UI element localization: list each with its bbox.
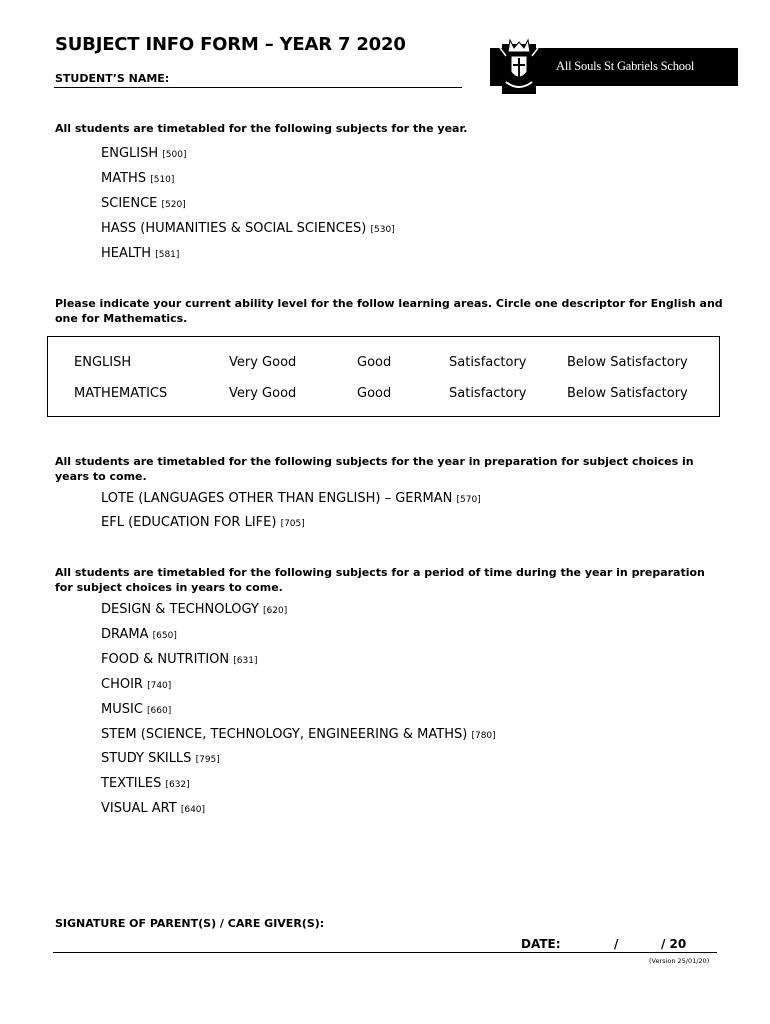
subject-name: STEM (SCIENCE, TECHNOLOGY, ENGINEERING & MATHS): [101, 727, 468, 742]
subject-code: [620]: [263, 606, 288, 616]
date-year: / 20: [661, 937, 687, 951]
subject-item: [101, 751, 220, 766]
subject-name: TEXTILES: [101, 776, 162, 791]
subject-item: [101, 515, 305, 530]
subject-code: [660]: [147, 706, 172, 716]
ability-row-subject: ENGLISH: [74, 355, 132, 370]
ability-option-satisfactory[interactable]: Satisfactory: [449, 386, 527, 401]
subject-code: [640]: [180, 805, 206, 815]
subject-name: EFL (EDUCATION FOR LIFE): [101, 515, 277, 530]
subject-code: [520]: [161, 200, 186, 210]
section2-intro: All students are timetabled for the following subjects for the year in preparation for subject choices in years to come.: [55, 455, 694, 483]
subject-name: MATHS: [101, 171, 147, 186]
date-separator: /: [614, 937, 619, 951]
signature-line[interactable]: [53, 952, 717, 953]
school-name: All Souls St Gabriels School: [556, 59, 695, 73]
section1-intro: All students are timetabled for the following subjects for the year.: [55, 122, 468, 135]
subject-item: [101, 727, 496, 742]
subject-code: [530]: [370, 225, 395, 235]
subject-code: [632]: [165, 780, 190, 790]
school-logo: [484, 38, 738, 98]
subject-name: STUDY SKILLS: [101, 751, 192, 766]
subject-item: [101, 146, 186, 161]
subject-code: [740]: [147, 681, 172, 691]
ability-row-subject: MATHEMATICS: [74, 386, 168, 401]
subject-name: DRAMA: [101, 627, 149, 642]
student-name-line[interactable]: [54, 87, 462, 88]
ability-option-good[interactable]: Good: [357, 355, 392, 370]
subject-item: [101, 677, 171, 692]
ability-option-very-good[interactable]: Very Good: [229, 386, 297, 401]
subject-code: [631]: [233, 656, 258, 666]
subject-name: LOTE (LANGUAGES OTHER THAN ENGLISH) – GERMAN: [101, 491, 453, 506]
ability-intro: Please indicate your current ability level for the follow learning areas. Circle one descriptor for English and one for Mathematics.: [55, 297, 723, 325]
subject-name: DESIGN & TECHNOLOGY: [101, 602, 259, 617]
school-crest-icon: [494, 38, 544, 98]
subject-item: [101, 702, 171, 717]
subject-name: CHOIR: [101, 677, 143, 692]
ability-option-satisfactory[interactable]: Satisfactory: [449, 355, 527, 370]
subject-item: [101, 171, 174, 186]
ability-table: [47, 336, 720, 417]
subject-item: [101, 627, 177, 642]
date-label: DATE:: [521, 937, 561, 951]
subject-item: [101, 652, 257, 667]
subject-code: [780]: [471, 731, 496, 741]
ability-option-below-satisfactory[interactable]: Below Satisfactory: [567, 355, 688, 370]
student-name-label: STUDENT’S NAME:: [55, 72, 170, 85]
version-note: (Version 25/01/20): [649, 957, 710, 965]
ability-option-good[interactable]: Good: [357, 386, 392, 401]
subject-name: SCIENCE: [101, 196, 158, 211]
subject-name: HASS (HUMANITIES & SOCIAL SCIENCES): [101, 221, 367, 236]
subject-item: [101, 196, 186, 211]
subject-item: [101, 221, 395, 236]
subject-name: MUSIC: [101, 702, 143, 717]
subject-code: [510]: [150, 175, 175, 185]
subject-name: VISUAL ART: [101, 801, 177, 816]
signature-label: SIGNATURE OF PARENT(S) / CARE GIVER(S):: [55, 917, 325, 930]
subject-item: [101, 246, 179, 261]
section3-intro: All students are timetabled for the following subjects for a period of time during the year in preparation for subject choices in years to come.: [55, 566, 705, 594]
subject-name: FOOD & NUTRITION: [101, 652, 230, 667]
subject-code: [705]: [280, 519, 305, 529]
subject-code: [650]: [152, 631, 177, 641]
subject-code: [570]: [456, 495, 481, 505]
subject-code: [500]: [162, 150, 187, 160]
subject-item: [101, 776, 190, 791]
subject-item: [101, 801, 205, 816]
subject-code: [795]: [195, 755, 220, 765]
subject-item: [101, 491, 481, 506]
subject-item: [101, 602, 287, 617]
subject-code: [581]: [155, 250, 180, 260]
ability-option-below-satisfactory[interactable]: Below Satisfactory: [567, 386, 688, 401]
subject-name: HEALTH: [101, 246, 152, 261]
subject-name: ENGLISH: [101, 146, 159, 161]
ability-option-very-good[interactable]: Very Good: [229, 355, 297, 370]
form-title: SUBJECT INFO FORM – YEAR 7 2020: [55, 34, 406, 55]
